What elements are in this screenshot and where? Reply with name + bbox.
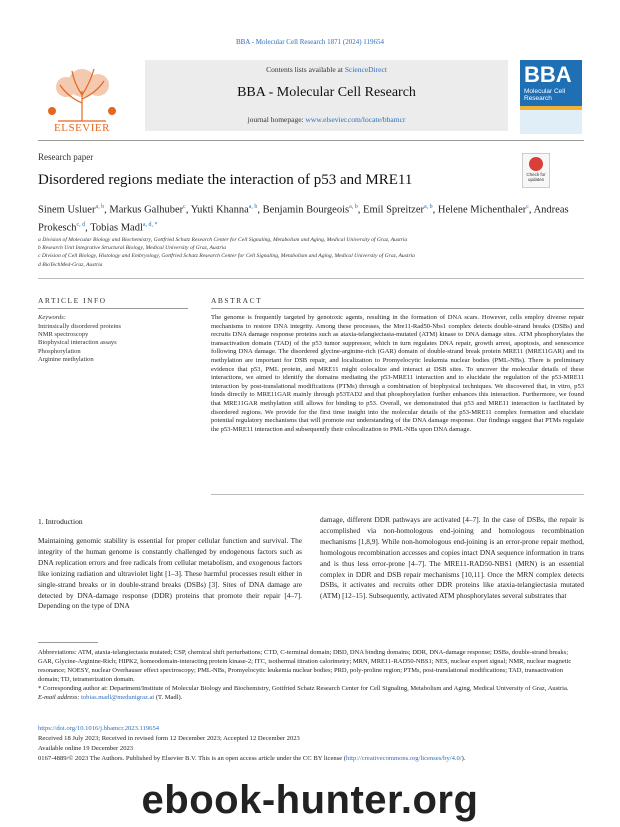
corresponding-author-footnote: * Corresponding author at: Department/Institute of Molecular Biology and Biochemistry, Gottfried Schatz Research Center for Cell Signaling, Metabolism and Aging, Medical University of Graz, Austria. xyxy=(38,685,569,692)
intro-right-column: damage, different DDR pathways are activated [4–7]. In the case of DSBs, the repair is accomplished via non-homologous end-joining and homologous recombination mechanisms [1,8,9]. While non-homologous end-joining is an error-prone repair method, homologous recombination accesses and copies intact DNA sequence information in trans and is thus less error-prone [4–7]. The MRE11-RAD50-NBS1 (MRN) is an essential complex in DDR and DSB repair mechanisms [10,11]. Once the MRN complex detects DSBs, it activates and recruits other DDR proteins like ataxia-telangiectasia mutated (ATM) [12–15]. Subsequently, activated ATM phosphorylates several substrates that xyxy=(320,515,584,601)
keyword: Arginine methylation xyxy=(38,355,94,363)
author-name[interactable]: Emil Spreitzer xyxy=(363,204,424,216)
check-updates-icon xyxy=(529,157,543,171)
check-for-updates-button[interactable] xyxy=(522,153,550,188)
cover-subtitle: Molecular Cell Research xyxy=(524,88,566,102)
running-head: BBA - Molecular Cell Research 1871 (2024) 119654 xyxy=(235,38,385,46)
keyword-list xyxy=(38,323,121,364)
section-heading-introduction: 1. Introduction xyxy=(38,517,83,526)
publication-info xyxy=(38,724,584,764)
author-name[interactable]: Andreas Prokesch xyxy=(38,204,569,233)
journal-homepage-link[interactable]: www.elsevier.com/locate/bbamcr xyxy=(305,115,406,124)
cover-band xyxy=(520,106,582,134)
keyword: NMR spectroscopy xyxy=(38,331,89,339)
footnote-rule xyxy=(38,642,98,643)
license-text: 0167-4889/© 2023 The Authors. Published by Elsevier B.V. This is an open access article under the CC BY license ( xyxy=(38,755,347,762)
abstract-heading: ABSTRACT xyxy=(211,296,263,305)
author-affiliation-marks[interactable]: a, d, * xyxy=(142,221,158,228)
author-affiliation-marks[interactable]: a, b xyxy=(349,204,358,210)
author-affiliation-marks[interactable]: a, b xyxy=(248,204,258,210)
author-affiliation-marks[interactable]: a, b xyxy=(95,204,105,210)
license-link[interactable]: http://creativecommons.org/licenses/by/4.0/ xyxy=(346,755,462,762)
license-line xyxy=(38,754,584,764)
section-divider xyxy=(38,278,584,279)
abstract-text: The genome is frequently targeted by genotoxic agents, resulting in the formation of DNA scars. However, cells employ diverse repair mechanisms to restore DNA integrity. Among these processes, the Mre11-Rad50-Nbs1 complex detects double-strand breaks (DSBs) and recruits DNA damage response proteins such as ataxia-telangiectasia-mutated (ATM) kinase to DNA damage sites. ATM phosphorylates the transactivation domain (TAD) of the p53 tumor suppressor, which in turn regulates DNA repair, growth arrest, apoptosis, and senescence following DNA damage. The disordered glycine-arginine-rich (GAR) domain of double-strand break protein MRE11 (MRE11GAR) and its methylation are important for DSB repair, and localization to Promyelocytic leukemia nuclear bodies (PML-NBs). There is preliminary evidence that p53, PML protein, and MRE11 might colocalize and interact at DSB sites. To uncover the molecular details of these interactions, we aimed to identify the domains mediating the p53-MRE11 interaction and to elucidate the regulation of the p53-MRE11 interaction by post-translational modifications (PTMs) through a combination of biophysical techniques. We discovered that, in vitro, p53 binds directly to MRE11GAR mainly through p53TAD2 and that phosphorylation further enhances this interaction. Furthermore, we found that MRE11GAR methylation still allows for binding to p53. Overall, we demonstrated that p53 and MRE11 interaction is facilitated by disordered regions. We provide for the first time insight into the molecular details of the p53-MRE11 complex formation and elucidate potential regulatory mechanisms that will promote our understanding of the DNA damage response. Our findings suggest that PTMs regulate the p53-MRE11 interaction and subsequently their colocalization to PML-NBs upon DNA damage. xyxy=(211,314,584,433)
received-dates: Received 18 July 2023; Received in revised form 12 December 2023; Accepted 12 December 2023 xyxy=(38,735,300,742)
affiliation-c: c Division of Cell Biology, Histology and Embryology, Gottfried Schatz Research Center for Cell Signaling, Metabolism and Aging, Medical University of Graz, Austria xyxy=(38,253,415,260)
abstract-bottom-rule xyxy=(211,494,584,495)
author-name[interactable]: Benjamin Bourgeois xyxy=(262,204,350,216)
author-name[interactable]: Yukti Khanna xyxy=(190,204,249,216)
contents-prefix: Contents lists available at xyxy=(266,65,345,74)
sciencedirect-link[interactable]: ScienceDirect xyxy=(344,65,387,74)
publisher-name: ELSEVIER xyxy=(54,122,110,134)
license-suffix: ). xyxy=(461,755,466,762)
homepage-line xyxy=(145,115,508,124)
author-email-link[interactable]: tobias.madl@medunigraz.at xyxy=(81,694,155,701)
journal-title: BBA - Molecular Cell Research xyxy=(237,85,416,100)
intro-left-column: Maintaining genomic stability is essential for proper cellular function and survival. The integrity of the human genome is constantly challenged by endogenous factors such as DNA replication errors and free radicals from cellular metabolism, and exogenous factors like ionizing radiation and ultraviolet light [1–3]. These harmful processes result either in single-strand breaks or in double-strand breaks (DSBs) [3]. Sites of DNA damage are detected by DNA-damage response (DDR) proteins that promote their repair [4–7]. Depending on the type of DNA xyxy=(38,536,302,611)
author-list: Sinem Usluer$^{a, b}$, Markus Galhuber$^c$, Yukti Khanna$^{a, b}$, Benjamin Bourgeois$^{a, b}$, Emil Spreitzer$^{a, b}$, Helene Michenthaler$^c$, Andreas Prokesch$^{c, d}$, Tobias Madl$^{a, d, *}$ xyxy=(38,204,569,233)
cover-title: BBA xyxy=(524,62,572,87)
footnotes xyxy=(38,648,584,702)
keyword: Phosphorylation xyxy=(38,347,81,355)
author-affiliation-marks[interactable]: c, d xyxy=(76,221,86,228)
doi-link[interactable]: https://doi.org/10.1016/j.bbamcr.2023.119654 xyxy=(38,725,160,732)
email-line xyxy=(38,693,584,702)
abbreviations-footnote: Abbreviations: ATM, ataxia-telangiectasia mutated; CSP, chemical shift perturbations; CTD, C-terminal domain; DBD, DNA binding domains; DDR, DNA-damage response; DSBs, double-strand breaks; GAR, Glycine-Arginine-Rich; HIPK2, homeodomain-interacting protein kinase-2; ITC, isothermal titration calorimetry; MRN, MRE11-RAD50-NBS1; NES, nuclear export signal; NMR, nuclear magnetic resonance; NOESY, nuclear Overhauser effect spectroscopy; PML-NBs, Promyelocytic leukemia nuclear bodies; PRD, poly-proline region; PTMs, post-translational modifications; TAD, transactivation domain; TD, tetramerization domain. xyxy=(38,649,572,683)
journal-cover-image[interactable] xyxy=(520,60,582,134)
article-info-heading: ARTICLE INFO xyxy=(38,296,107,305)
header-divider xyxy=(38,140,584,141)
author-affiliation-marks[interactable]: c xyxy=(526,204,529,210)
affiliations xyxy=(38,236,598,269)
author-name[interactable]: Sinem Usluer xyxy=(38,204,96,216)
watermark: ebook-hunter.org xyxy=(141,778,479,822)
author-name[interactable]: Tobias Madl xyxy=(90,222,143,233)
abstract-rule xyxy=(211,308,584,309)
keywords-label: Keywords: xyxy=(38,314,66,321)
email-suffix: (T. Madl). xyxy=(154,694,183,701)
author-name[interactable]: Markus Galhuber xyxy=(109,204,184,216)
author-affiliation-marks[interactable]: a, b xyxy=(423,204,433,210)
check-updates-label: Check for updates xyxy=(526,172,546,182)
keyword: Biophysical interaction assays xyxy=(38,339,117,347)
author-affiliation-marks[interactable]: c xyxy=(183,204,186,210)
email-label: E-mail address: xyxy=(38,694,82,701)
affiliation-a: a Division of Molecular Biology and Biochemistry, Gottfried Schatz Research Center for Cell Signaling, Metabolism and Aging, Medical University of Graz, Austria xyxy=(38,237,408,243)
affiliation-b: b Research Unit Integrative Structural Biology, Medical University of Graz, Austria xyxy=(38,245,226,252)
elsevier-tree-logo-icon xyxy=(38,61,126,123)
contents-line xyxy=(145,65,508,74)
article-info-rule xyxy=(38,308,188,309)
article-title: Disordered regions mediate the interaction of p53 and MRE11 xyxy=(38,172,413,188)
keyword: Intrinsically disordered proteins xyxy=(38,323,122,330)
cover-accent-band xyxy=(520,106,582,110)
author-name[interactable]: Helene Michenthaler xyxy=(437,204,527,216)
affiliation-d: d BioTechMed-Graz, Austria xyxy=(38,261,103,268)
article-type: Research paper xyxy=(38,152,94,162)
available-online: Available online 19 December 2023 xyxy=(38,745,134,752)
homepage-prefix: journal homepage: xyxy=(247,115,306,124)
